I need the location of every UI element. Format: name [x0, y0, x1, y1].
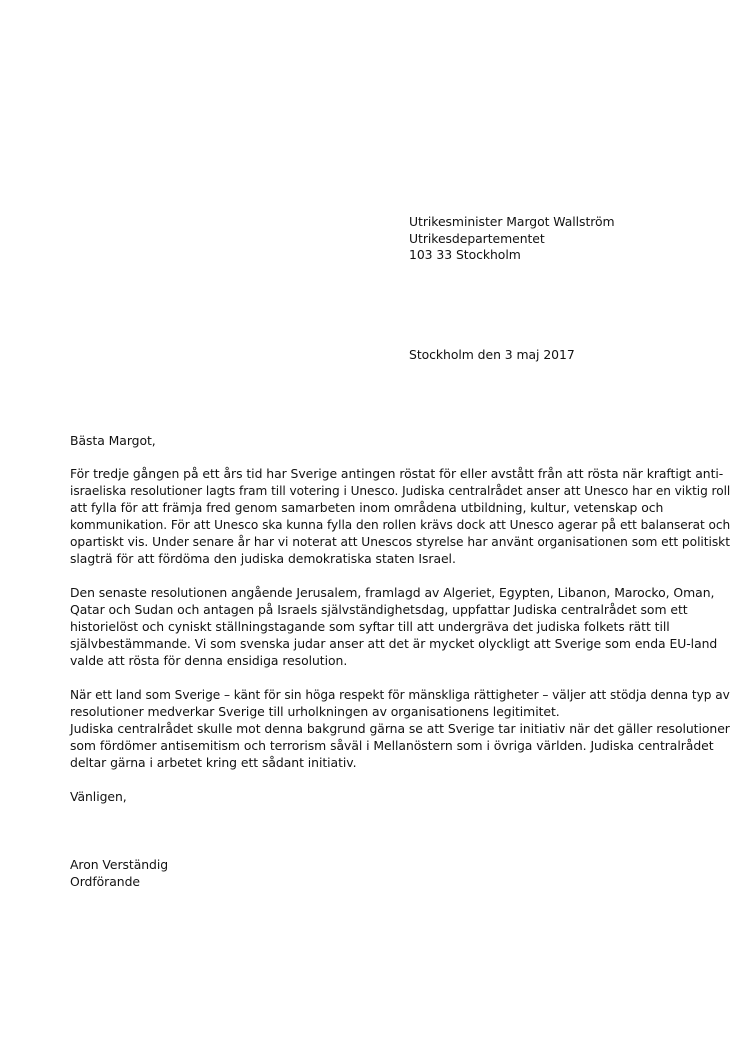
salutation: Bästa Margot,: [70, 433, 156, 448]
paragraph-1-line: att fylla för att främja fred genom samarbeten inom områdena utbildning, kultur, vetenskap och: [70, 500, 664, 515]
recipient-postal-address: 103 33 Stockholm: [409, 247, 521, 262]
paragraph-2-line: historielöst och cyniskt ställningstagande som syftar till att undergräva det judiska folkets rätt till: [70, 619, 670, 634]
signatory-title: Ordförande: [70, 874, 140, 889]
signatory-name: Aron Verständig: [70, 857, 169, 872]
paragraph-1-line: opartiskt vis. Under senare år har vi noterat att Unescos styrelse har använt organisationen som ett politiskt: [70, 534, 730, 549]
paragraph-3-line: resolutioner medverkar Sverige till urholkningen av organisationens legitimitet.: [70, 704, 560, 719]
paragraph-3-line: som fördömer antisemitism och terrorism såväl i Mellanöstern som i övriga världen. Judiska centralrådet: [70, 738, 714, 753]
paragraph-3-line: deltar gärna i arbetet kring ett sådant initiativ.: [70, 755, 357, 770]
paragraph-2-line: Qatar och Sudan och antagen på Israels självständighetsdag, uppfattar Judiska centralrådet som ett: [70, 602, 688, 617]
paragraph-1-line: slagträ för att fördöma den judiska demokratiska staten Israel.: [70, 551, 456, 566]
paragraph-2-line: Den senaste resolutionen angående Jerusalem, framlagd av Algeriet, Egypten, Libanon, Marocko, Oman,: [70, 585, 715, 600]
place-date: Stockholm den 3 maj 2017: [409, 347, 575, 362]
paragraph-2-line: valde att rösta för denna ensidiga resolution.: [70, 653, 348, 668]
paragraph-3-line: Judiska centralrådet skulle mot denna bakgrund gärna se att Sverige tar initiativ när det gäller resolutioner: [70, 721, 730, 736]
recipient-department: Utrikesdepartementet: [409, 231, 545, 246]
paragraph-3-line: När ett land som Sverige – känt för sin höga respekt för mänskliga rättigheter – väljer att stödja denna typ av: [70, 687, 730, 702]
paragraph-1-line: kommunikation. För att Unesco ska kunna fylla den rollen krävs dock att Unesco agerar på ett balanserat och: [70, 517, 731, 532]
recipient-name: Utrikesminister Margot Wallström: [409, 214, 615, 229]
paragraph-1-line: För tredje gången på ett års tid har Sverige antingen röstat för eller avstått från att rösta när kraftigt anti-: [70, 466, 724, 481]
paragraph-2-line: självbestämmande. Vi som svenska judar anser att det är mycket olyckligt att Sverige som enda EU-land: [70, 636, 718, 651]
closing: Vänligen,: [70, 789, 127, 804]
paragraph-1-line: israeliska resolutioner lagts fram till votering i Unesco. Judiska centralrådet anser att Unesco har en viktig roll: [70, 483, 731, 498]
